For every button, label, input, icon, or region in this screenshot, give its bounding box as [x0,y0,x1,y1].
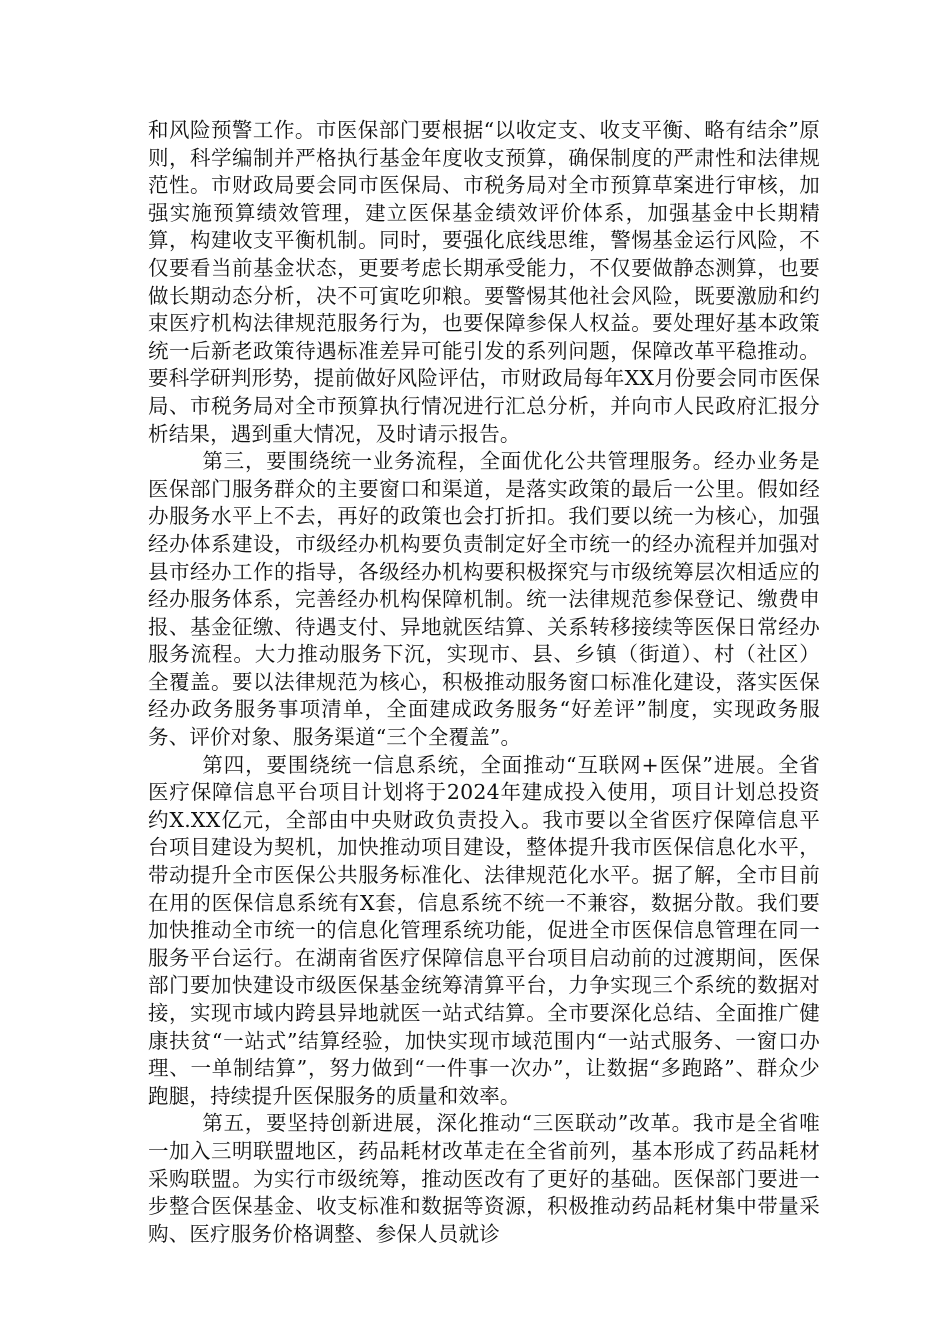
paragraph-fund-budget: 和风险预警工作。市医保部门要根据“以收定支、收支平衡、略有结余”原则，科学编制并严格执行基金年度收支预算，确保制度的严肃性和法律规范性。市财政局要会同市医保局、市税务局对全市预算草案进行审核，加强实施预算绩效管理，建立医保基金绩效评价体系，加强基金中长期精算，构建收支平衡机制。同时，要强化底线思维，警惕基金运行风险，不仅要看当前基金状态，更要考虑长期承受能力，不仅要做静态测算，也要做长期动态分析，决不可寅吃卯粮。要警惕其他社会风险，既要激励和约束医疗机构法律规范服务行为，也要保障参保人权益。要处理好基本政策统一后新老政策待遇标准差异可能引发的系列问题，保障改革平稳推动。要科学研判形势，提前做好风险评估，市财政局每年XX月份要会同市医保局、市税务局对全市预算执行情况进行汇总分析，并向市人民政府汇报分析结果，遇到重大情况，及时请示报告。 [148,118,820,446]
paragraph-fourth-information-system: 第四，要围绕统一信息系统，全面推动“互联网+医保”进展。全省医疗保障信息平台项目计划将于2024年建成投入使用，项目计划总投资约X.XX亿元，全部由中央财政负责投入。我市要以全省医疗保障信息平台项目建设为契机，加快推动项目建设，整体提升我市医保信息化水平，带动提升全市医保公共服务标准化、法律规范化水平。据了解，全市目前在用的医保信息系统有X套，信息系统不统一不兼容，数据分散。我们要加快推动全市统一的信息化管理系统功能，促进全市医保信息管理在同一服务平台运行。在湖南省医疗保障信息平台项目启动前的过渡期间，医保部门要加快建设市级医保基金统筹清算平台，力争实现三个系统的数据对接，实现市域内跨县异地就医一站式结算。全市要深化总结、全面推广健康扶贫“一站式”结算经验，加快实现市域范围内“一站式服务、一窗口办理、一单制结算”，努力做到“一件事一次办”，让数据“多跑路”、群众少跑腿，持续提升医保服务的质量和效率。 [148,752,820,1108]
paragraph-fifth-three-medical-linkage: 第五，要坚持创新进展，深化推动“三医联动”改革。我市是全省唯一加入三明联盟地区，药品耗材改革走在全省前列，基本形成了药品耗材采购联盟。为实行市级统筹，推动医改有了更好的基础。医保部门要进一步整合医保基金、收支标准和数据等资源，积极推动药品耗材集中带量采购、医疗服务价格调整、参保人员就诊 [148,1111,820,1246]
document-body [148,117,820,1248]
paragraph-third-business-process: 第三，要围绕统一业务流程，全面优化公共管理服务。经办业务是医保部门服务群众的主要窗口和渠道，是落实政策的最后一公里。假如经办服务水平上不去，再好的政策也会打折扣。我们要以统一为核心，加强经办体系建设，市级经办机构要负责制定好全市统一的经办流程并加强对县市经办工作的指导，各级经办机构要积极探究与市级统筹层次相适应的经办服务体系，完善经办机构保障机制。统一法律规范参保登记、缴费申报、基金征缴、待遇支付、异地就医结算、关系转移接续等医保日常经办服务流程。大力推动服务下沉，实现市、县、乡镇（街道）、村（社区）全覆盖。要以法律规范为核心，积极推动服务窗口标准化建设，落实医保经办政务服务事项清单，全面建成政务服务“好差评”制度，实现政务服务、评价对象、服务渠道“三个全覆盖”。 [148,449,820,750]
